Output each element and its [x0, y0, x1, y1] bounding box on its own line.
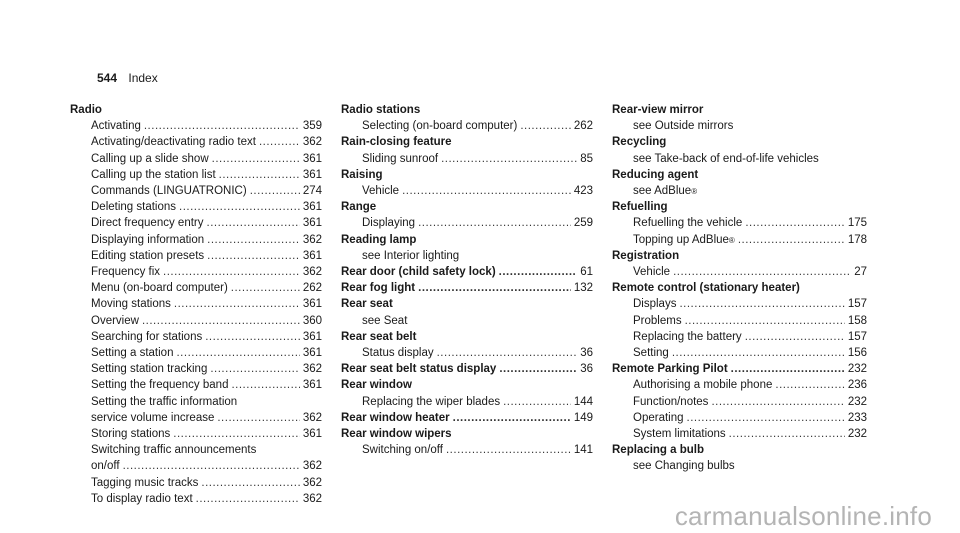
subentry-text: Switching traffic announcements [91, 444, 257, 457]
index-entry [341, 134, 593, 166]
heading-text: Rear seat belt [341, 330, 417, 343]
subentry-text: Setting [633, 347, 669, 360]
page-ref: 361 [302, 298, 322, 311]
heading-text: Replacing a bulb [612, 444, 705, 457]
index-entry [612, 280, 867, 361]
index-subentry [341, 394, 593, 410]
page-ref: 36 [580, 347, 593, 360]
page-ref: 361 [302, 379, 322, 392]
index-heading [341, 280, 593, 296]
dot-leader [738, 232, 845, 248]
index-subentry [612, 151, 867, 167]
index-subentry [70, 361, 322, 377]
index-subentry [70, 491, 322, 507]
heading-text: Rain-closing feature [341, 136, 452, 149]
index-heading [341, 134, 593, 150]
heading-text: Rear seat [341, 298, 393, 311]
index-subentry [612, 215, 867, 231]
page-ref: 262 [573, 120, 593, 133]
index-heading [341, 361, 593, 377]
subentry-text: see Take-back of end-of-life vehicles [633, 152, 819, 165]
page-ref: 361 [302, 249, 322, 262]
index-entry [341, 167, 593, 199]
heading-text: Radio stations [341, 104, 421, 116]
subentry-text: Searching for stations [91, 330, 203, 343]
index-subentry-continued [70, 410, 322, 426]
index-subentry [70, 442, 322, 458]
index-subentry [612, 329, 867, 345]
index-entry [612, 361, 867, 442]
subentry-text: Switching on/off [362, 444, 443, 457]
index-entry [70, 102, 322, 507]
subentry-text: Setting station tracking [91, 363, 208, 376]
page-ref: 232 [847, 395, 867, 408]
index-subentry-continued [70, 458, 322, 474]
dot-leader [418, 280, 571, 296]
heading-text: Recycling [612, 136, 667, 149]
index-heading [612, 361, 867, 377]
index-subentry [70, 248, 322, 264]
dot-leader [775, 377, 844, 393]
subentry-text: Moving stations [91, 298, 171, 311]
subentry-text: System limitations [633, 428, 726, 441]
subentry-text: Direct frequency entry [91, 217, 204, 230]
heading-text: Registration [612, 249, 680, 262]
dot-leader [685, 313, 845, 329]
subentry-text: Commands (LINGUATRONIC) [91, 185, 247, 198]
page-ref: 274 [302, 185, 322, 198]
page-number: 544 [97, 71, 118, 85]
subentry-text: Replacing the battery [633, 330, 742, 343]
subentry-text: Activating [91, 120, 141, 133]
subentry-text: Menu (on-board computer) [91, 282, 228, 295]
index-subentry [612, 313, 867, 329]
subentry-text-continued: on/off [91, 460, 120, 473]
page-ref: 236 [847, 379, 867, 392]
index-entry [341, 361, 593, 377]
page-ref: 157 [847, 330, 867, 343]
index-entry [341, 264, 593, 280]
index-subentry [612, 426, 867, 442]
index-subentry [70, 118, 322, 134]
dot-leader [711, 394, 844, 410]
subentry-text: To display radio text [91, 492, 193, 505]
index-subentry [70, 394, 322, 410]
page-ref: 149 [573, 411, 593, 424]
index-subentry [70, 280, 322, 296]
subentry-text: see Interior lighting [362, 249, 460, 262]
page-ref: 132 [573, 282, 593, 295]
index-heading [341, 426, 593, 442]
subentry-text: Topping up AdBlue [633, 233, 729, 246]
index-heading [341, 167, 593, 183]
index-subentry [70, 345, 322, 361]
subentry-text: Operating [633, 411, 684, 424]
subentry-text: Sliding sunroof [362, 152, 439, 165]
index-subentry [341, 215, 593, 231]
dot-leader [201, 475, 299, 491]
subentry-text: Refuelling the vehicle [633, 217, 743, 230]
index-entry [612, 442, 867, 474]
dot-leader [176, 345, 299, 361]
heading-text: Refuelling [612, 201, 668, 214]
index-entry [612, 134, 867, 166]
index-column-3 [612, 102, 867, 475]
subentry-text: Calling up the station list [91, 168, 216, 181]
page-ref: 36 [580, 363, 593, 376]
page-ref: 232 [847, 363, 867, 376]
index-subentry [341, 313, 593, 329]
index-heading [612, 102, 867, 118]
index-heading [341, 377, 593, 393]
index-heading [612, 199, 867, 215]
page-ref: 141 [573, 444, 593, 457]
subentry-text: Setting the traffic information [91, 395, 238, 408]
index-subentry [70, 232, 322, 248]
heading-text: Rear window [341, 379, 412, 392]
dot-leader [173, 426, 300, 442]
index-entry [341, 296, 593, 328]
dot-leader [687, 410, 845, 426]
page-ref: 262 [302, 282, 322, 295]
index-heading [341, 232, 593, 248]
page-ref: 362 [302, 266, 322, 279]
subentry-text: Displays [633, 298, 677, 311]
index-heading [341, 199, 593, 215]
index-subentry [341, 442, 593, 458]
index-entry [341, 377, 593, 409]
subentry-text: Authorising a mobile phone [633, 379, 773, 392]
subentry-text: Frequency fix [91, 266, 161, 279]
heading-text: Rear seat belt status display [341, 363, 497, 376]
dot-leader [520, 118, 570, 134]
index-subentry [612, 296, 867, 312]
index-entry [341, 232, 593, 264]
index-heading [70, 102, 322, 118]
heading-text: Remote Parking Pilot [612, 363, 728, 376]
subentry-text: Setting the frequency band [91, 379, 229, 392]
index-entry [341, 102, 593, 134]
dot-leader [207, 248, 300, 264]
subentry-text: Selecting (on-board computer) [362, 120, 518, 133]
index-subentry: see AdBlue ® [612, 183, 867, 199]
index-subentry [70, 183, 322, 199]
page-ref: 157 [847, 298, 867, 311]
heading-text: Reducing agent [612, 168, 699, 181]
dot-leader [503, 394, 571, 410]
heading-text: Remote control (stationary heater) [612, 282, 800, 295]
index-heading [341, 102, 593, 118]
page-ref: 362 [302, 233, 322, 246]
page-ref: 61 [580, 266, 593, 279]
page-ref: 362 [302, 460, 322, 473]
page-ref: 361 [302, 217, 322, 230]
subentry-text: Tagging music tracks [91, 476, 199, 489]
dot-leader [453, 410, 571, 426]
dot-leader [499, 264, 578, 280]
page-ref: 361 [302, 330, 322, 343]
page-ref: 175 [847, 217, 867, 230]
page-ref: 232 [847, 428, 867, 441]
index-heading [341, 296, 593, 312]
subentry-text: Displaying information [91, 233, 205, 246]
index-heading [612, 134, 867, 150]
page-ref: 361 [302, 152, 322, 165]
index-subentry [612, 458, 867, 474]
dot-leader [205, 329, 300, 345]
page-ref: 359 [302, 120, 322, 133]
index-heading [612, 248, 867, 264]
dot-leader [402, 183, 571, 199]
dot-leader [745, 215, 844, 231]
index-heading [341, 329, 593, 345]
subentry-text: Overview [91, 314, 139, 327]
page-ref: 259 [573, 217, 593, 230]
dot-leader [499, 361, 577, 377]
index-subentry [70, 426, 322, 442]
dot-leader [219, 167, 300, 183]
page-ref: 362 [302, 363, 322, 376]
page-section-title: Index [128, 71, 158, 85]
index-subentry [341, 248, 593, 264]
dot-leader [745, 329, 845, 345]
page-ref: 156 [847, 347, 867, 360]
dot-leader [144, 118, 300, 134]
index-subentry [612, 377, 867, 393]
page-ref: 233 [847, 411, 867, 424]
subentry-text: Deleting stations [91, 201, 177, 214]
page-ref: 158 [847, 314, 867, 327]
index-entry [341, 426, 593, 458]
index-column-1 [70, 102, 322, 507]
watermark: carmanualsonline.info [674, 501, 932, 531]
index-subentry [70, 151, 322, 167]
index-entry [612, 167, 867, 199]
index-subentry [70, 475, 322, 491]
subentry-text: see AdBlue [633, 185, 692, 198]
index-entry [612, 248, 867, 280]
index-subentry [612, 118, 867, 134]
page-ref: 178 [847, 233, 867, 246]
dot-leader [207, 232, 300, 248]
page-ref: 361 [302, 201, 322, 214]
page-ref: 360 [302, 314, 322, 327]
index-entry [341, 199, 593, 231]
index-subentry [612, 345, 867, 361]
dot-leader [679, 296, 844, 312]
index-entry [341, 410, 593, 426]
index-entry [341, 280, 593, 296]
heading-text: Reading lamp [341, 233, 417, 246]
heading-text: Range [341, 201, 377, 214]
subentry-text: see Seat [362, 314, 408, 327]
subentry-text: Setting a station [91, 347, 174, 360]
index-subentry [341, 183, 593, 199]
page-ref: 362 [302, 136, 322, 149]
dot-leader [441, 151, 577, 167]
index-subentry [70, 215, 322, 231]
dot-leader [174, 296, 300, 312]
index-entry [612, 102, 867, 134]
subentry-text: Function/notes [633, 395, 709, 408]
dot-leader [207, 215, 300, 231]
index-subentry: Topping up AdBlue ® ..... 178 [612, 232, 867, 248]
dot-leader [437, 345, 578, 361]
heading-text: Rear-view mirror [612, 104, 704, 116]
subentry-text: Calling up a slide show [91, 152, 209, 165]
dot-leader [729, 426, 845, 442]
dot-leader [217, 410, 299, 426]
index-subentry [70, 296, 322, 312]
index-subentry [341, 151, 593, 167]
dot-leader [672, 345, 845, 361]
index-subentry [70, 167, 322, 183]
subentry-text: see Outside mirrors [633, 120, 734, 133]
index-subentry [70, 134, 322, 150]
heading-text: Rear door (child safety lock) [341, 266, 496, 279]
subentry-text-continued: service volume increase [91, 411, 215, 424]
page-ref: 361 [302, 168, 322, 181]
dot-leader [231, 377, 299, 393]
heading-text: Radio [70, 104, 102, 116]
subentry-text: Activating/deactivating radio text [91, 136, 256, 149]
subentry-text: Replacing the wiper blades [362, 395, 501, 408]
page-header [97, 70, 158, 86]
dot-leader [231, 280, 300, 296]
index-subentry [341, 345, 593, 361]
dot-leader [446, 442, 571, 458]
dot-leader [250, 183, 300, 199]
page-ref: 362 [302, 411, 322, 424]
dot-leader [418, 215, 571, 231]
dot-leader [123, 458, 300, 474]
page-ref: 144 [573, 395, 593, 408]
dot-leader [731, 361, 845, 377]
index-subentry [612, 394, 867, 410]
index-heading [341, 264, 593, 280]
dot-leader [179, 199, 300, 215]
index-subentry [70, 199, 322, 215]
index-subentry [70, 329, 322, 345]
index-subentry [70, 377, 322, 393]
subentry-text: Displaying [362, 217, 416, 230]
index-entry [341, 329, 593, 361]
index-subentry [341, 118, 593, 134]
subentry-text: Problems [633, 314, 682, 327]
subentry-text: Editing station presets [91, 249, 205, 262]
heading-text: Rear window wipers [341, 428, 452, 441]
dot-leader [259, 134, 300, 150]
index-subentry [70, 313, 322, 329]
index-heading [612, 280, 867, 296]
subentry-text: Status display [362, 347, 434, 360]
index-heading [612, 167, 867, 183]
page-ref: 361 [302, 428, 322, 441]
page-ref: 362 [302, 492, 322, 505]
subentry-text: see Changing bulbs [633, 460, 735, 473]
index-heading [341, 410, 593, 426]
heading-text: Raising [341, 168, 383, 181]
index-column-2 [341, 102, 593, 458]
dot-leader [142, 313, 300, 329]
heading-text: Rear fog light [341, 282, 416, 295]
index-subentry [612, 410, 867, 426]
page-ref: 85 [580, 152, 593, 165]
dot-leader [210, 361, 299, 377]
page-ref: 361 [302, 347, 322, 360]
dot-leader [163, 264, 300, 280]
page-ref: 362 [302, 476, 322, 489]
index-heading [612, 442, 867, 458]
dot-leader [212, 151, 300, 167]
index-subentry [70, 264, 322, 280]
page-ref: 423 [573, 185, 593, 198]
dot-leader [196, 491, 300, 507]
dot-leader [673, 264, 851, 280]
page-ref: 27 [854, 266, 867, 279]
subentry-text: Storing stations [91, 428, 171, 441]
index-entry [612, 199, 867, 248]
subentry-text: Vehicle [362, 185, 400, 198]
subentry-text: Vehicle [633, 266, 671, 279]
heading-text: Rear window heater [341, 411, 450, 424]
index-subentry [612, 264, 867, 280]
